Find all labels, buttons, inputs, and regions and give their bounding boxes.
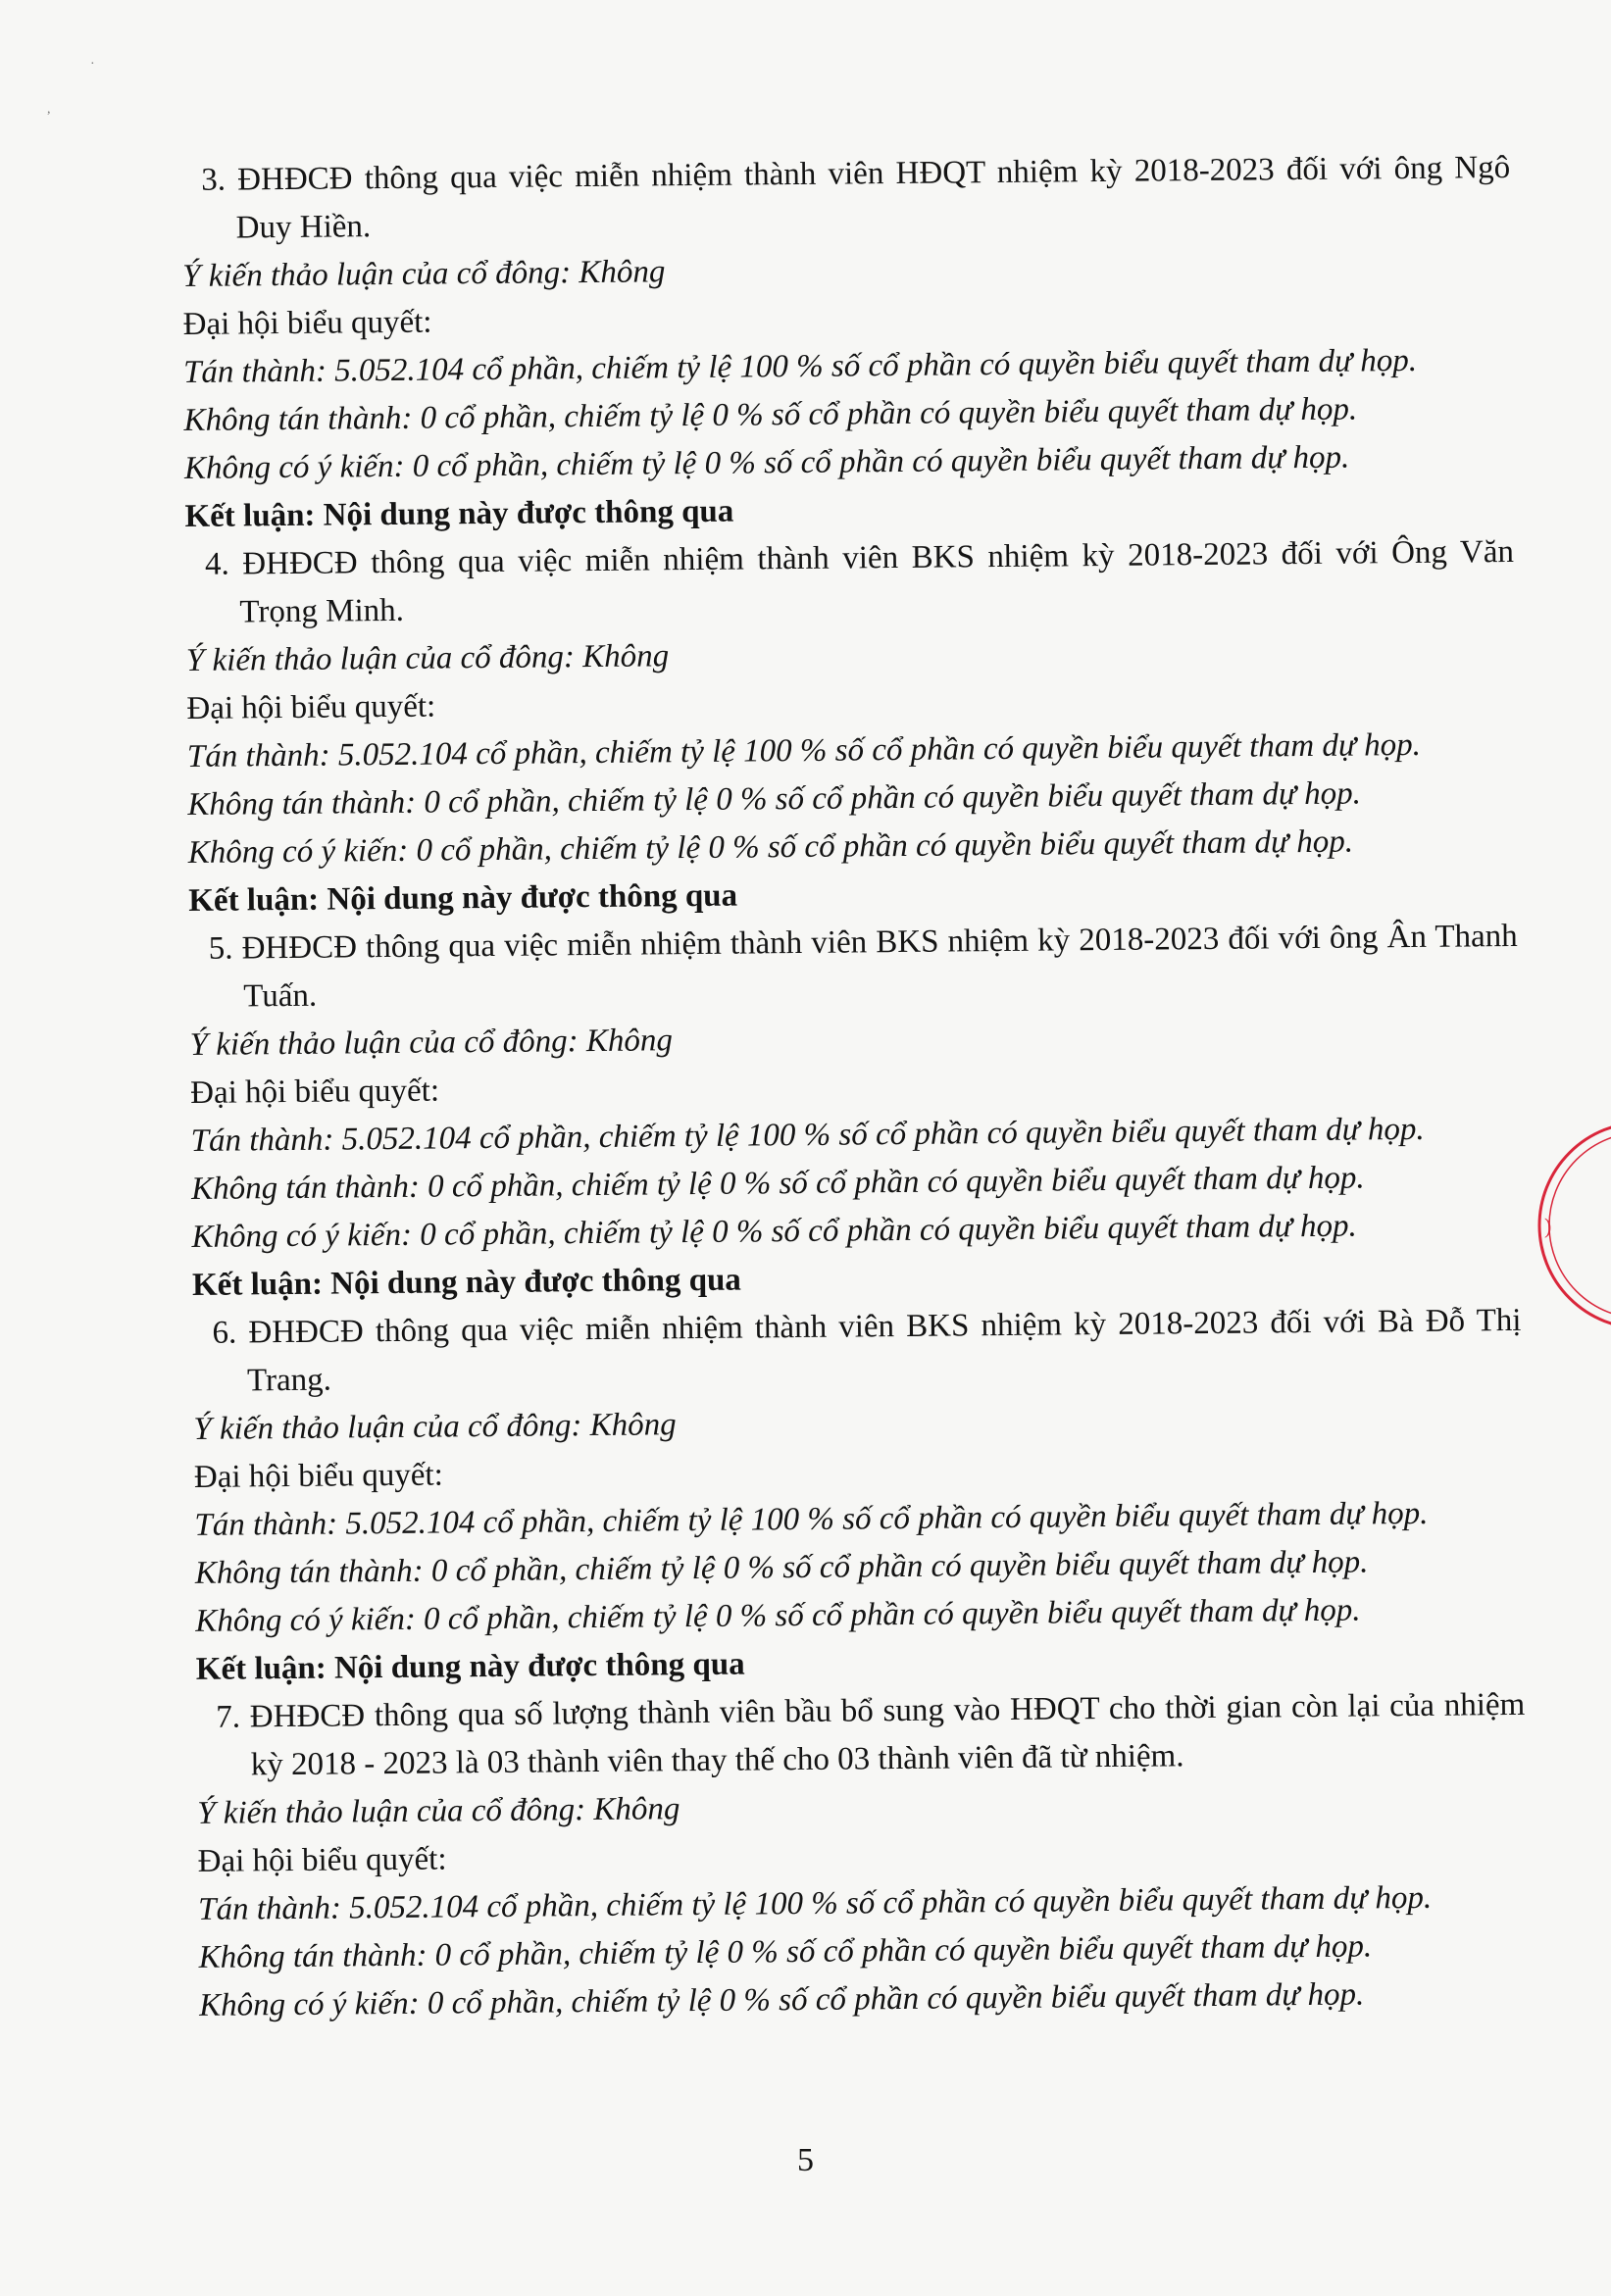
vote-approve: Tán thành: 5.052.104 cổ phần, chiếm tỷ lệ 100 % số cổ phần có quyền biểu quyết tham dự họp. <box>186 726 1422 774</box>
vote-label: Đại hội biểu quyết: <box>193 1457 443 1495</box>
vote-no-opinion: Không có ý kiến: 0 cổ phần, chiếm tỷ lệ 0 % số cổ phần có quyền biểu quyết tham dự họp. <box>187 824 1354 871</box>
scan-speck: , <box>47 102 51 117</box>
vote-label: Đại hội biểu quyết: <box>197 1841 447 1879</box>
resolution-heading: 5. ĐHĐCĐ thông qua việc miễn nhiệm thành viên BKS nhiệm kỳ 2018-2023 đối với ông Ân Thanh Tuấn. <box>208 918 1518 1015</box>
page-number: 5 <box>797 2142 814 2178</box>
conclusion: Kết luận: Nội dung này được thông qua <box>184 493 734 534</box>
shareholder-opinion: Ý kiến thảo luận của cổ đông: Không <box>189 1023 674 1063</box>
shareholder-opinion: Ý kiến thảo luận của cổ đông: Không <box>193 1407 677 1447</box>
vote-no-opinion: Không có ý kiến: 0 cổ phần, chiếm tỷ lệ 0 % số cổ phần có quyền biểu quyết tham dự họp. <box>198 1976 1365 2023</box>
resolution-item-6 <box>192 1297 1522 1694</box>
conclusion: Kết luận: Nội dung này được thông qua <box>191 1262 742 1303</box>
vote-disapprove: Không tán thành: 0 cổ phần, chiếm tỷ lệ 0 % số cổ phần có quyền biểu quyết tham dự họp. <box>183 391 1358 438</box>
company-seal-stamp <box>1525 1108 1611 1343</box>
conclusion: Kết luận: Nội dung này được thông qua <box>188 877 738 919</box>
vote-disapprove: Không tán thành: 0 cổ phần, chiếm tỷ lệ 0 % số cổ phần có quyền biểu quyết tham dự họp. <box>187 775 1362 823</box>
vote-no-opinion: Không có ý kiến: 0 cổ phần, chiếm tỷ lệ 0 % số cổ phần có quyền biểu quyết tham dự họp. <box>195 1592 1361 1639</box>
resolution-item-4 <box>185 528 1515 925</box>
vote-label: Đại hội biểu quyết: <box>189 1073 440 1111</box>
conclusion: Kết luận: Nội dung này được thông qua <box>195 1646 745 1687</box>
vote-disapprove: Không tán thành: 0 cổ phần, chiếm tỷ lệ 0 % số cổ phần có quyền biểu quyết tham dự họp. <box>198 1928 1373 1975</box>
vote-label: Đại hội biểu quyết: <box>182 304 432 342</box>
vote-approve: Tán thành: 5.052.104 cổ phần, chiếm tỷ lệ 100 % số cổ phần có quyền biểu quyết tham dự họp. <box>194 1495 1429 1543</box>
vote-approve: Tán thành: 5.052.104 cổ phần, chiếm tỷ lệ 100 % số cổ phần có quyền biểu quyết tham dự họp. <box>197 1879 1433 1927</box>
vote-disapprove: Không tán thành: 0 cổ phần, chiếm tỷ lệ 0 % số cổ phần có quyền biểu quyết tham dự họp. <box>194 1544 1369 1591</box>
scan-speck: · <box>90 57 95 72</box>
vote-approve: Tán thành: 5.052.104 cổ phần, chiếm tỷ lệ 100 % số cổ phần có quyền biểu quyết tham dự họp. <box>190 1111 1425 1159</box>
vote-approve: Tán thành: 5.052.104 cổ phần, chiếm tỷ lệ 100 % số cổ phần có quyền biểu quyết tham dự họp. <box>182 342 1418 390</box>
resolution-heading: 7. ĐHĐCĐ thông qua số lượng thành viên bầu bổ sung vào HĐQT cho thời gian còn lại của nhiệm kỳ 2018 - 2023 là 03 thành viên thay thế cho 03 thành viên đã từ nhiệm. <box>216 1686 1526 1783</box>
resolution-heading: 4. ĐHĐCĐ thông qua việc miễn nhiệm thành viên BKS nhiệm kỳ 2018-2023 đối với Ông Văn Trọng Minh. <box>204 533 1515 630</box>
resolution-list <box>181 144 1526 2030</box>
svg-text:): ) <box>1544 1214 1552 1238</box>
resolution-item-3 <box>181 144 1511 541</box>
resolution-item-7 <box>196 1681 1526 2030</box>
resolution-heading: 6. ĐHĐCĐ thông qua việc miễn nhiệm thành viên BKS nhiệm kỳ 2018-2023 đối với Bà Đỗ Thị Trang. <box>212 1302 1522 1399</box>
vote-no-opinion: Không có ý kiến: 0 cổ phần, chiếm tỷ lệ 0 % số cổ phần có quyền biểu quyết tham dự họp. <box>183 439 1350 486</box>
shareholder-opinion: Ý kiến thảo luận của cổ đông: Không <box>197 1791 680 1831</box>
vote-label: Đại hội biểu quyết: <box>186 688 436 726</box>
shareholder-opinion: Ý kiến thảo luận của cổ đông: Không <box>185 638 670 678</box>
vote-no-opinion: Không có ý kiến: 0 cổ phần, chiếm tỷ lệ 0 % số cổ phần có quyền biểu quyết tham dự họp. <box>191 1208 1357 1255</box>
resolution-heading: 3. ĐHĐCĐ thông qua việc miễn nhiệm thành viên HĐQT nhiệm kỳ 2018-2023 đối với ông Ngô Duy Hiền. <box>201 149 1511 246</box>
resolution-item-5 <box>189 913 1518 1310</box>
vote-disapprove: Không tán thành: 0 cổ phần, chiếm tỷ lệ 0 % số cổ phần có quyền biểu quyết tham dự họp. <box>190 1160 1365 1207</box>
shareholder-opinion: Ý kiến thảo luận của cổ đông: Không <box>181 254 666 294</box>
